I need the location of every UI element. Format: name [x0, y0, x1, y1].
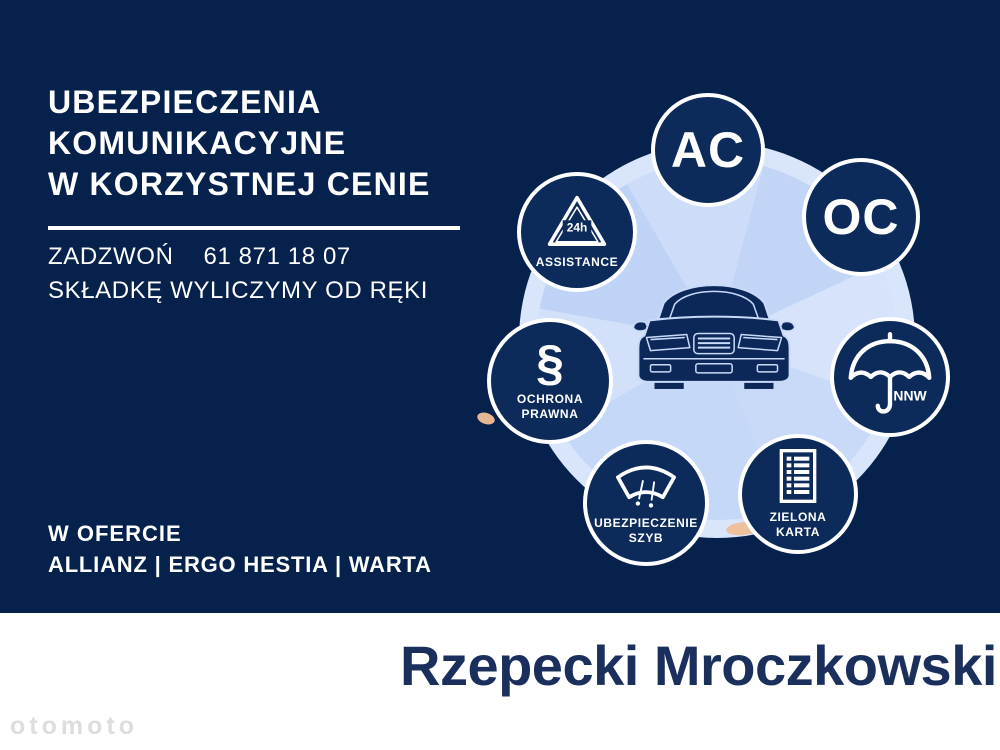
offer-brands: ALLIANZ | ERGO HESTIA | WARTA — [48, 552, 432, 577]
badge-nnw — [830, 317, 950, 437]
warning-triangle-icon — [546, 194, 608, 249]
call-line — [48, 243, 351, 271]
ad-title-line2: KOMUNIKACYJNE — [48, 125, 347, 161]
badge-zk-line1: ZIELONA — [769, 510, 827, 524]
offer-heading: W OFERCIE — [48, 521, 182, 546]
ad-title-line3: W KORZYSTNEJ CENIE — [48, 166, 431, 202]
badge-ochrona-line1: OCHRONA — [516, 391, 584, 406]
umbrella-icon — [842, 329, 938, 425]
badge-oc — [802, 158, 920, 276]
company-name: Rzepecki Mroczkowski — [400, 634, 997, 697]
badge-zielona-karta — [738, 434, 858, 554]
badge-assistance — [517, 172, 637, 292]
title-underline — [48, 226, 460, 230]
ad-title-line1: UBEZPIECZENIA — [48, 84, 322, 120]
badge-zk-line2: KARTA — [775, 525, 821, 539]
badge-assistance-label: ASSISTANCE — [535, 255, 619, 269]
badge-szyb-line2: SZYB — [628, 530, 664, 545]
call-to-action-label: ZADZWOŃ — [48, 243, 174, 270]
document-lines — [787, 457, 810, 494]
badge-ochrona-prawna — [487, 318, 613, 444]
tagline: SKŁADKĘ WYLICZYMY OD RĘKI — [48, 277, 428, 304]
paragraph-sign-icon: § — [536, 334, 564, 391]
badge-ubezpieczenie-szyb — [583, 440, 709, 566]
badge-szyb-line1: UBEZPIECZENIE — [594, 515, 698, 530]
badge-ochrona-line2: PRAWNA — [521, 406, 579, 421]
car-front-art — [633, 285, 794, 389]
badge-oc-label: OC — [822, 189, 900, 245]
green-card-document-icon — [777, 448, 819, 504]
assistance-24h-label: 24h — [566, 220, 588, 235]
ad-title — [48, 82, 431, 205]
background-accent-shape — [476, 410, 497, 426]
badge-ac — [651, 93, 765, 207]
phone-number: 61 871 18 07 — [203, 243, 351, 270]
badge-nnw-label: NNW — [893, 387, 927, 404]
badge-ac-label: AC — [670, 122, 746, 178]
car-front-icon — [628, 272, 800, 393]
windshield-wiper-icon — [611, 461, 681, 511]
watermark: otomoto — [10, 712, 138, 740]
